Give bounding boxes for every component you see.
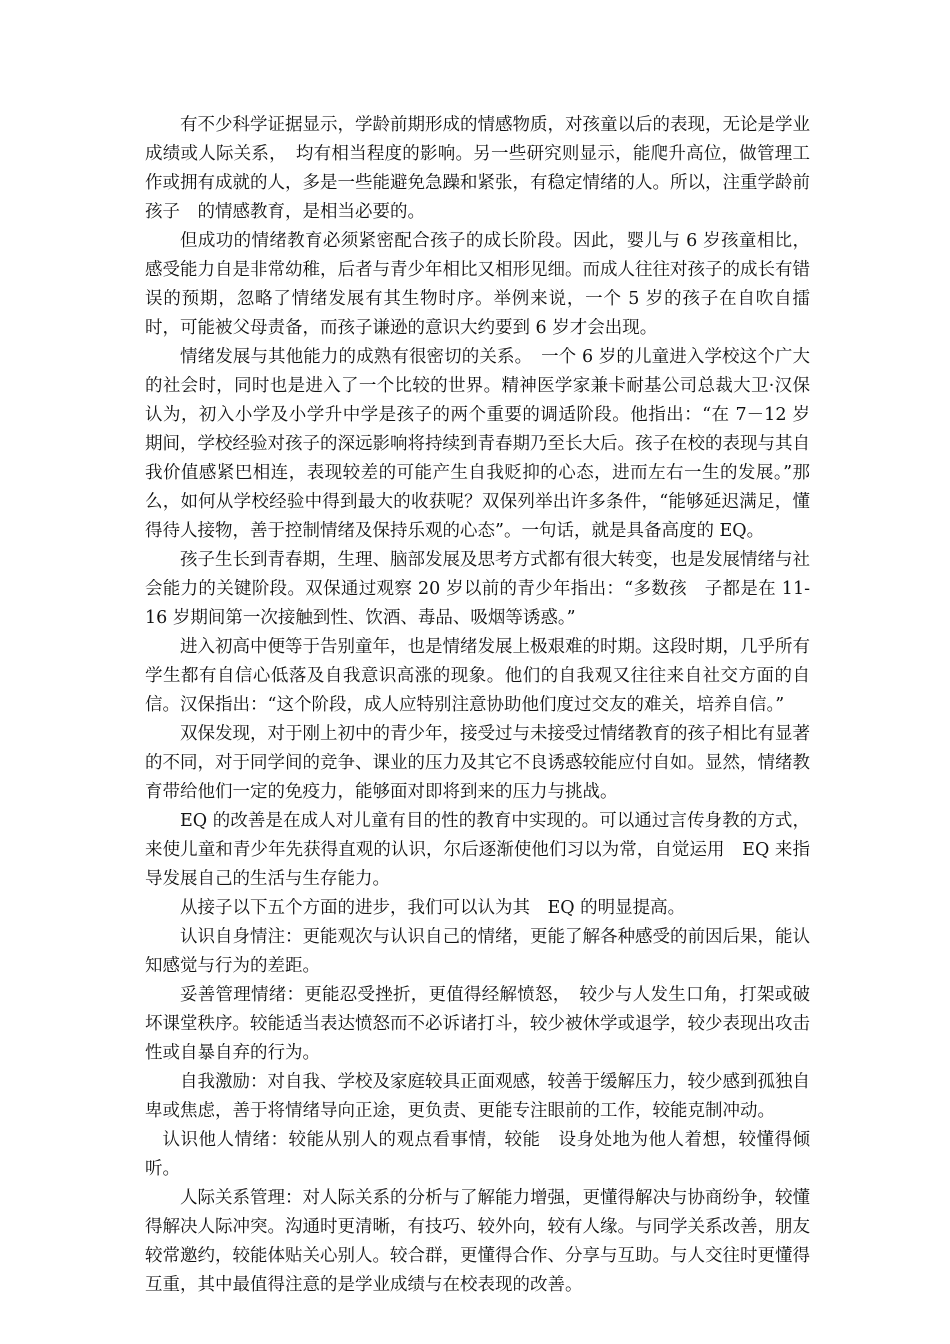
paragraph: 孩子生长到青春期，生理、脑部发展及思考方式都有很大转变，也是发展情绪与社会能力的关键阶段。双保通过观察 20 岁以前的青少年指出：“多数孩 子都是在 11-16 岁期间第一次接触到性、饮酒、毒品、吸烟等诱惑。”: [145, 550, 810, 628]
paragraph: 有不少科学证据显示，学龄前期形成的情感物质，对孩童以后的表现，无论是学业成绩或人际关系， 均有相当程度的影响。另一些研究则显示，能爬升高位，做管理工作或拥有成就的人，多是一些能避免急躁和紧张，有稳定情绪的人。所以，注重学龄前孩子 的情感教育，是相当必要的。: [145, 115, 810, 222]
paragraph: 进入初高中便等于告别童年，也是情绪发展上极艰难的时期。这段时期，几乎所有学生都有自信心低落及自我意识高涨的现象。他们的自我观又往往来自社交方面的自信。汉保指出：“这个阶段，成人应特别注意协助他们度过交友的难关，培养自信。”: [145, 637, 810, 715]
document-body: [145, 111, 810, 1300]
paragraph: 妥善管理情绪：更能忍受挫折，更值得经解愤怒， 较少与人发生口角，打架或破坏课堂秩序。较能适当表达愤怒而不必诉诸打斗，较少被休学或退学，较少表现出攻击性或自暴自弃的行为。: [145, 985, 810, 1063]
paragraph: 人际关系管理：对人际关系的分析与了解能力增强，更懂得解决与协商纷争，较懂得解决人际冲突。沟通时更清晰，有技巧、较外向，较有人缘。与同学关系改善，朋友较常邀约，较能体贴关心别人。较合群，更懂得合作、分享与互助。与人交往时更懂得互重，其中最值得注意的是学业成绩与在校表现的改善。: [145, 1188, 810, 1295]
paragraph: 双保发现，对于刚上初中的青少年，接受过与未接受过情绪教育的孩子相比有显著的不同，对于同学间的竞争、课业的压力及其它不良诱惑较能应付自如。显然，情绪教育带给他们一定的免疫力，能够面对即将到来的压力与挑战。: [145, 724, 810, 802]
paragraph: 自我激励：对自我、学校及家庭较具正面观感，较善于缓解压力，较少感到孤独自卑或焦虑，善于将情绪导向正途，更负责、更能专注眼前的工作，较能克制冲动。: [145, 1072, 810, 1121]
paragraph: 但成功的情绪教育必须紧密配合孩子的成长阶段。因此，婴儿与 6 岁孩童相比，感受能力自是非常幼稚，后者与青少年相比又相形见细。而成人往往对孩子的成长有错误的预期，忽略了情绪发展有其生物时序。举例来说，一个 5 岁的孩子在自吹自擂时，可能被父母责备，而孩子谦逊的意识大约要到 6 岁才会出现。: [145, 231, 810, 338]
paragraph: 认识他人情绪：较能从别人的观点看事情，较能 设身处地为他人着想，较懂得倾听。: [145, 1130, 810, 1179]
paragraph: 从接子以下五个方面的进步，我们可以认为其 EQ 的明显提高。: [180, 898, 686, 918]
paragraph: 认识自身情注：更能观次与认识自己的情绪，更能了解各种感受的前因后果，能认知感觉与行为的差距。: [145, 927, 810, 976]
paragraph: EQ 的改善是在成人对儿童有目的性的教育中实现的。可以通过言传身教的方式，来使儿童和青少年先获得直观的认识，尔后逐渐使他们习以为常，自觉运用 EQ 来指导发展自己的生活与生存能力。: [145, 811, 810, 889]
paragraph: 情绪发展与其他能力的成熟有很密切的关系。 一个 6 岁的儿童进入学校这个广大的社会时，同时也是进入了一个比较的世界。精神医学家兼卡耐基公司总裁大卫·汉保认为，初入小学及小学升中学是孩子的两个重要的调适阶段。他指出：“在 7－12 岁期间，学校经验对孩子的深远影响将持续到青春期乃至长大后。孩子在校的表现与其自我价值感紧巴相连，表现较差的可能产生自我贬抑的心态，进而左右一生的发展。”那么，如何从学校经验中得到最大的收获呢？双保列举出许多条件，“能够延迟满足，懂得待人接物，善于控制情绪及保持乐观的心态”。一句话，就是具备高度的 EQ。: [145, 347, 810, 541]
